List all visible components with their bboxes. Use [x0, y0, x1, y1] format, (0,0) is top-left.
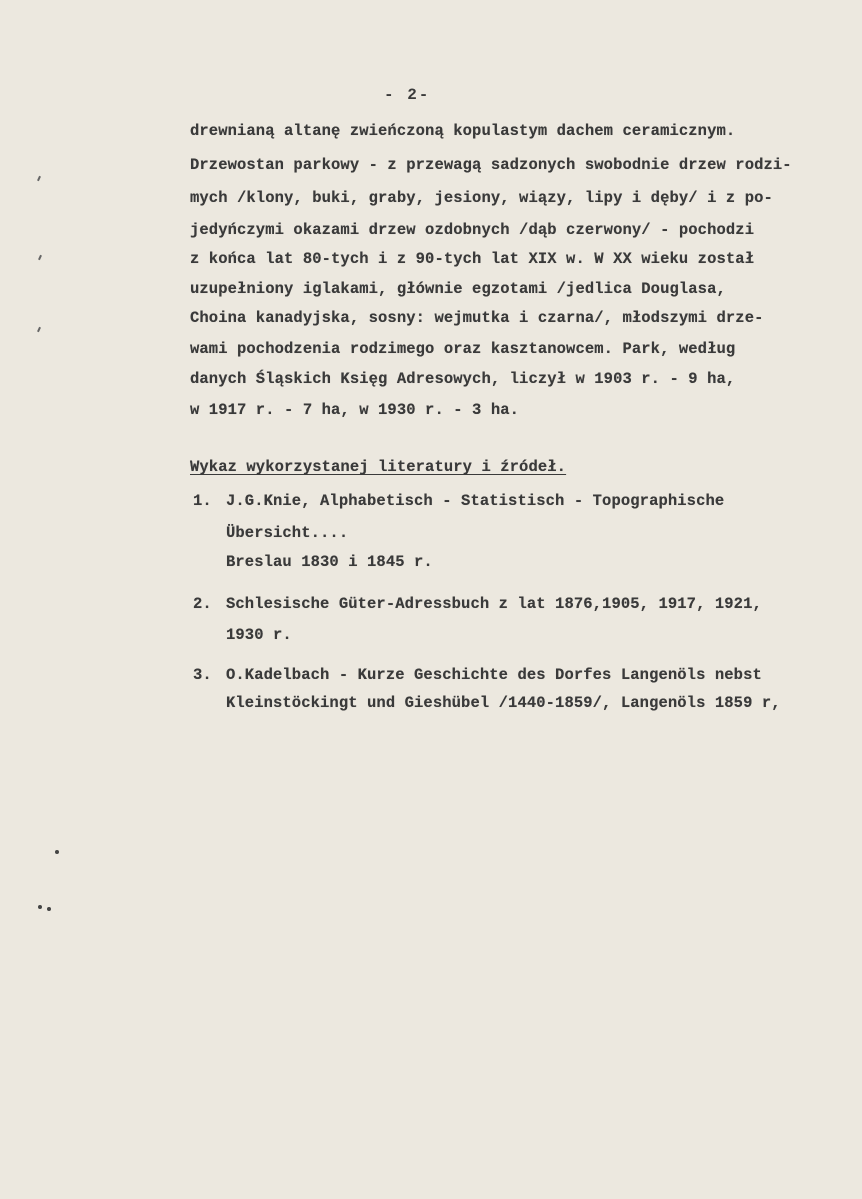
bib-3-number: 3. [193, 666, 212, 684]
bib-2-line-1: Schlesische Güter-Adressbuch z lat 1876,1905, 1917, 1921, [226, 595, 762, 613]
margin-mark [38, 255, 42, 260]
page-number: - 2- [384, 86, 431, 104]
margin-dot [38, 905, 42, 909]
body-line-2: Drzewostan parkowy - z przewagą sadzonych swobodnie drzew rodzi- [190, 156, 792, 174]
bib-1-line-2: Übersicht.... [226, 524, 349, 542]
margin-mark [37, 176, 41, 181]
bib-3-line-2: Kleinstöckingt und Gieshübel /1440-1859/, Langenöls 1859 r, [226, 694, 781, 712]
body-line-4: jedyńczymi okazami drzew ozdobnych /dąb czerwony/ - pochodzi [190, 221, 755, 239]
body-line-9: danych Śląskich Księg Adresowych, liczył w 1903 r. - 9 ha, [190, 370, 736, 388]
body-line-1: drewnianą altanę zwieńczoną kopulastym dachem ceramicznym. [190, 122, 736, 140]
body-line-10: w 1917 r. - 7 ha, w 1930 r. - 3 ha. [190, 401, 520, 419]
bib-1-line-1: J.G.Knie, Alphabetisch - Statistisch - Topographische [226, 492, 725, 510]
body-line-3: mych /klony, buki, graby, jesiony, wiązy, lipy i dęby/ i z po- [190, 189, 773, 207]
bib-1-line-3: Breslau 1830 i 1845 r. [226, 553, 433, 571]
body-line-5: z końca lat 80-tych i z 90-tych lat XIX w. W XX wieku został [190, 250, 755, 268]
body-line-6: uzupełniony iglakami, głównie egzotami /jedlica Douglasa, [190, 280, 726, 298]
margin-mark [37, 327, 41, 332]
bibliography-heading: Wykaz wykorzystanej literatury i źródeł. [190, 458, 567, 476]
body-line-7: Choina kanadyjska, sosny: wejmutka i czarna/, młodszymi drze- [190, 309, 764, 327]
bib-2-line-2: 1930 r. [226, 626, 292, 644]
body-line-8: wami pochodzenia rodzimego oraz kasztanowcem. Park, według [190, 340, 736, 358]
bib-2-number: 2. [193, 595, 212, 613]
margin-dot [55, 850, 59, 854]
margin-dot [47, 907, 51, 911]
bib-3-line-1: O.Kadelbach - Kurze Geschichte des Dorfes Langenöls nebst [226, 666, 762, 684]
bib-1-number: 1. [193, 492, 212, 510]
